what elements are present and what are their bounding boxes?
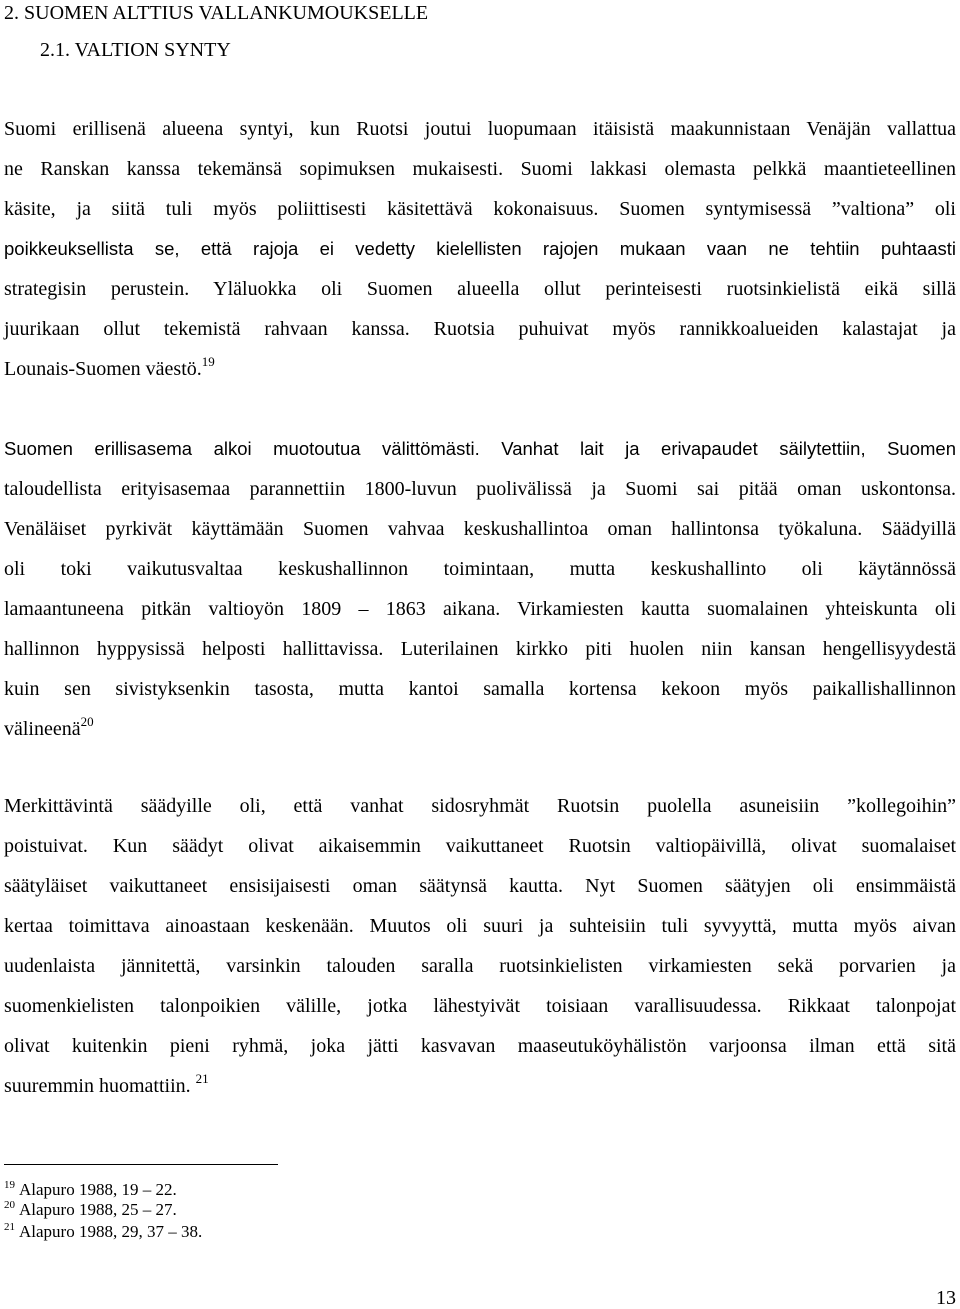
text-line: hallinnon hyppysissä helposti hallittavissa. Luterilainen kirkko piti huolen niin kansan hengellisyydestä <box>4 638 956 660</box>
text-line: Venäläiset pyrkivät käyttämään Suomen vahvaa keskushallintoa oman hallintonsa työkaluna. Säädyillä <box>4 518 956 540</box>
text-line: suomenkielisten talonpoikien välille, jotka lähestyivät toisiaan varallisuudessa. Rikkaat talonpojat <box>4 995 956 1017</box>
text-line: ne Ranskan kanssa tekemänsä sopimuksen mukaisesti. Suomi lakkasi olemasta pelkkä maantieteellinen <box>4 158 956 180</box>
text-line: poistuivat. Kun säädyt olivat aikaisemmin vaikuttaneet Ruotsin valtiopäivillä, olivat suomalaiset <box>4 835 956 857</box>
text-line: Suomen erillisasema alkoi muotoutua välittömästi. Vanhat lait ja erivapaudet säilytettiin, Suomen <box>4 438 956 459</box>
text-line: Merkittävintä säädyille oli, että vanhat sidosryhmät Ruotsin puolella asuneisiin ”kollegoihin” <box>4 795 956 817</box>
footnote-text: Alapuro 1988, 29, 37 – 38. <box>19 1222 203 1241</box>
footnote-19 <box>4 1180 177 1200</box>
text-line: kertaa toimittava ainoastaan keskenään. Muutos oli suuri ja suhteisiin tuli syvyyttä, mutta myös aivan <box>4 915 956 937</box>
text-line: säätyläiset vaikuttaneet ensisijaisesti oman säätynsä kautta. Nyt Suomen säätyjen oli ensimmäistä <box>4 875 956 897</box>
line-text: suuremmin huomattiin. <box>4 1075 191 1097</box>
text-line: taloudellista erityisasemaa parannettiin 1800-luvun puolivälissä ja Suomi sai pitää oman uskontonsa. <box>4 478 956 500</box>
text-line-last <box>4 1071 956 1098</box>
footnote-text: Alapuro 1988, 25 – 27. <box>19 1200 177 1219</box>
footnote-20 <box>4 1200 177 1220</box>
text-line: olivat kuitenkin pieni ryhmä, joka jätti kasvavan maaseutuköyhälistön varjoonsa ilman että sitä <box>4 1035 956 1057</box>
footnote-ref: 19 <box>201 354 215 369</box>
text-line: uudenlaista jännitettä, varsinkin talouden saralla ruotsinkielisten virkamiesten sekä porvarien ja <box>4 955 956 977</box>
text-line: kuin sen sivistyksenkin tasosta, mutta kantoi samalla kortensa kekoon myös paikallishallinnon <box>4 678 956 700</box>
text-line-last <box>4 714 956 741</box>
section-heading: 2.1. VALTION SYNTY <box>40 39 231 61</box>
text-line: poikkeuksellista se, että rajoja ei vedetty kielellisten rajojen mukaan vaan ne tehtiin puhtaasti <box>4 238 956 259</box>
footnote-text: Alapuro 1988, 19 – 22. <box>19 1180 177 1199</box>
footnote-ref: 21 <box>195 1071 209 1086</box>
text-line: lamaantuneena pitkän valtioyön 1809 – 1863 aikana. Virkamiesten kautta suomalainen yhteiskunta oli <box>4 598 956 620</box>
footnote-number: 20 <box>4 1199 15 1211</box>
chapter-heading: 2. SUOMEN ALTTIUS VALLANKUMOUKSELLE <box>4 2 429 24</box>
text-line-last <box>4 354 956 381</box>
footnote-divider <box>4 1164 278 1165</box>
line-text: välineenä <box>4 718 81 740</box>
text-line: käsite, ja siitä tuli myös poliittisesti käsitettävä kokonaisuus. Suomen syntymisessä ”valtiona” oli <box>4 198 956 220</box>
text-line: oli toki vaikutusvaltaa keskushallinnon toimintaan, mutta keskushallinto oli käytännössä <box>4 558 956 580</box>
footnote-21 <box>4 1222 202 1242</box>
text-line: Suomi erillisenä alueena syntyi, kun Ruotsi joutui luopumaan itäisistä maakunnistaan Venäjän vallattua <box>4 118 956 140</box>
text-line: juurikaan ollut tekemistä rahvaan kanssa. Ruotsia puhuivat myös rannikkoalueiden kalastajat ja <box>4 318 956 340</box>
footnote-ref: 20 <box>80 714 94 729</box>
line-text: Lounais-Suomen väestö. <box>4 358 202 380</box>
footnote-number: 19 <box>4 1179 15 1191</box>
footnote-number: 21 <box>4 1221 15 1233</box>
page-number: 13 <box>936 1287 956 1309</box>
text-line: strategisin perustein. Yläluokka oli Suomen alueella ollut perinteisesti ruotsinkielistä eikä sillä <box>4 278 956 300</box>
